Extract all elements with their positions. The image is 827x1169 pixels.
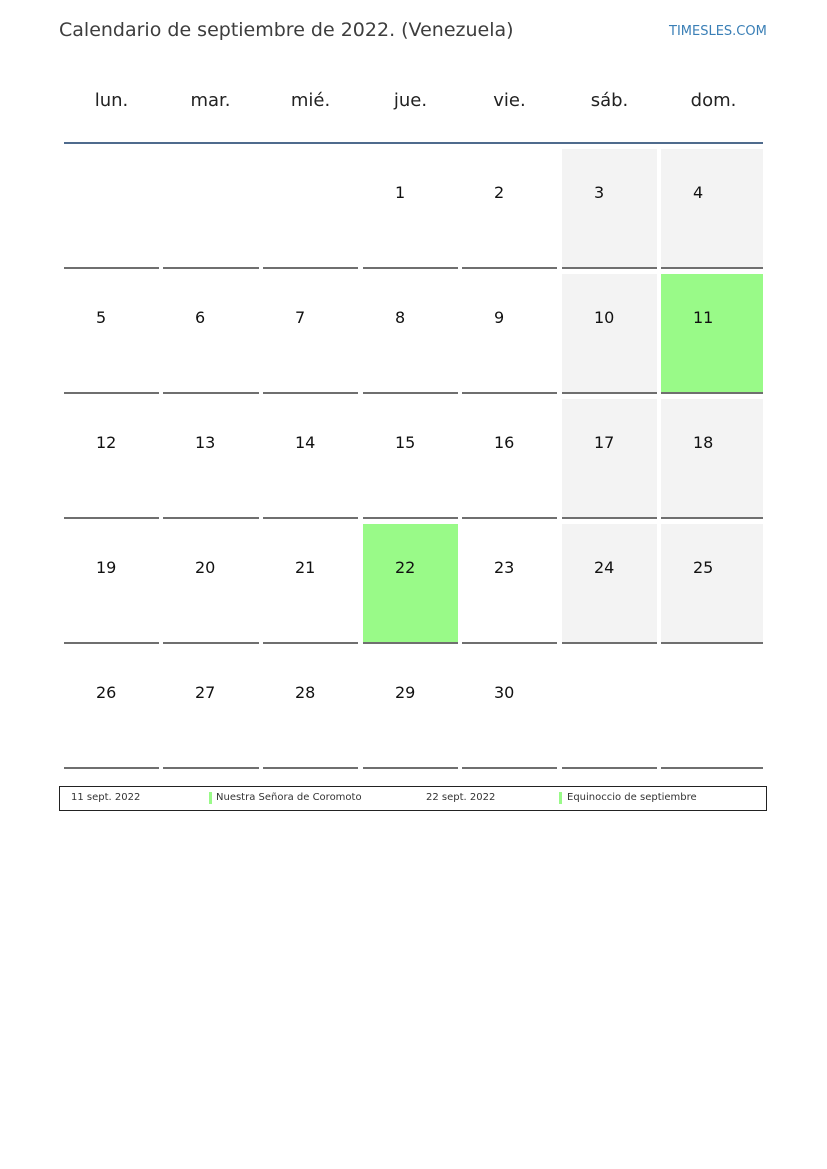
calendar-day-cell (462, 399, 557, 519)
day-number: 10 (594, 308, 615, 327)
cell-underline (64, 267, 159, 269)
cell-underline (462, 642, 557, 644)
day-number: 27 (195, 683, 216, 702)
cell-underline (661, 642, 763, 644)
cell-underline (363, 392, 458, 394)
calendar-day-cell (163, 649, 259, 769)
cell-underline (562, 767, 657, 769)
cell-underline (462, 392, 557, 394)
day-number: 11 (693, 308, 714, 327)
day-number: 7 (295, 308, 306, 327)
calendar-day-cell (163, 274, 259, 394)
weekday-label: jue. (393, 90, 428, 111)
day-number: 13 (195, 433, 216, 452)
day-number: 6 (195, 308, 206, 327)
cell-underline (562, 392, 657, 394)
calendar-day-cell (64, 399, 159, 519)
calendar-day-cell (263, 524, 358, 644)
calendar-day-cell (363, 274, 458, 394)
day-number: 24 (594, 558, 615, 577)
day-number: 28 (295, 683, 316, 702)
cell-underline (661, 767, 763, 769)
calendar-empty-cell (661, 649, 763, 769)
legend-swatch (209, 792, 212, 804)
day-number: 14 (295, 433, 316, 452)
calendar-day-cell (562, 274, 657, 394)
calendar-day-cell (462, 149, 557, 269)
weekday-label: dom. (690, 90, 737, 111)
legend-date: 11 sept. 2022 (71, 792, 141, 803)
day-number: 22 (395, 558, 416, 577)
day-number: 30 (494, 683, 515, 702)
day-number: 29 (395, 683, 416, 702)
cell-underline (661, 517, 763, 519)
legend-date: 22 sept. 2022 (426, 792, 496, 803)
calendar-day-cell (462, 274, 557, 394)
calendar-day-cell (64, 274, 159, 394)
legend-holiday-name: Equinoccio de septiembre (567, 792, 697, 803)
calendar-day-cell (562, 399, 657, 519)
weekday-label: lun. (94, 90, 129, 111)
cell-underline (163, 267, 259, 269)
calendar-day-cell (163, 524, 259, 644)
day-number: 16 (494, 433, 515, 452)
cell-underline (661, 392, 763, 394)
cell-underline (163, 767, 259, 769)
weekday-header-row (64, 90, 763, 120)
calendar-empty-cell (163, 149, 259, 269)
day-number: 25 (693, 558, 714, 577)
header-divider (64, 142, 763, 144)
holiday-legend (59, 786, 767, 811)
calendar-day-cell (363, 149, 458, 269)
calendar-empty-cell (64, 149, 159, 269)
day-number: 2 (494, 183, 505, 202)
weekday-label: sáb. (590, 90, 629, 111)
weekday-label: mié. (290, 90, 331, 111)
cell-underline (562, 642, 657, 644)
cell-underline (263, 392, 358, 394)
calendar-day-cell (562, 149, 657, 269)
calendar-day-cell (661, 149, 763, 269)
legend-holiday-name: Nuestra Señora de Coromoto (216, 792, 362, 803)
weekday-label: vie. (493, 90, 526, 111)
cell-underline (163, 642, 259, 644)
day-number: 23 (494, 558, 515, 577)
cell-underline (64, 517, 159, 519)
cell-underline (462, 517, 557, 519)
calendar-day-cell (64, 524, 159, 644)
calendar-day-cell (661, 524, 763, 644)
cell-underline (64, 767, 159, 769)
cell-underline (64, 642, 159, 644)
calendar-day-cell (661, 274, 763, 394)
cell-underline (263, 267, 358, 269)
calendar-day-cell (363, 524, 458, 644)
calendar-day-cell (462, 524, 557, 644)
calendar-day-cell (163, 399, 259, 519)
day-number: 9 (494, 308, 505, 327)
day-number: 17 (594, 433, 615, 452)
cell-underline (363, 517, 458, 519)
day-number: 18 (693, 433, 714, 452)
calendar-day-cell (64, 649, 159, 769)
cell-underline (363, 642, 458, 644)
day-number: 21 (295, 558, 316, 577)
calendar-grid (64, 149, 763, 770)
cell-underline (263, 642, 358, 644)
calendar-day-cell (661, 399, 763, 519)
weekday-label: mar. (190, 90, 231, 111)
cell-underline (462, 267, 557, 269)
cell-underline (363, 267, 458, 269)
legend-swatch (559, 792, 562, 804)
calendar-day-cell (263, 649, 358, 769)
day-number: 19 (96, 558, 117, 577)
cell-underline (562, 517, 657, 519)
day-number: 15 (395, 433, 416, 452)
calendar-day-cell (363, 399, 458, 519)
calendar-day-cell (562, 524, 657, 644)
cell-underline (661, 267, 763, 269)
calendar-day-cell (263, 274, 358, 394)
cell-underline (363, 767, 458, 769)
day-number: 4 (693, 183, 704, 202)
cell-underline (263, 517, 358, 519)
cell-underline (462, 767, 557, 769)
brand-link[interactable]: TIMESLES.COM (669, 24, 767, 39)
cell-underline (163, 392, 259, 394)
day-number: 8 (395, 308, 406, 327)
day-number: 26 (96, 683, 117, 702)
cell-underline (64, 392, 159, 394)
cell-underline (562, 267, 657, 269)
day-number: 20 (195, 558, 216, 577)
calendar-empty-cell (263, 149, 358, 269)
calendar-day-cell (263, 399, 358, 519)
day-number: 3 (594, 183, 605, 202)
calendar-day-cell (363, 649, 458, 769)
calendar-empty-cell (562, 649, 657, 769)
page-title: Calendario de septiembre de 2022. (Venezuela) (59, 19, 514, 41)
cell-underline (163, 517, 259, 519)
day-number: 12 (96, 433, 117, 452)
day-number: 5 (96, 308, 107, 327)
calendar-day-cell (462, 649, 557, 769)
day-number: 1 (395, 183, 406, 202)
cell-underline (263, 767, 358, 769)
